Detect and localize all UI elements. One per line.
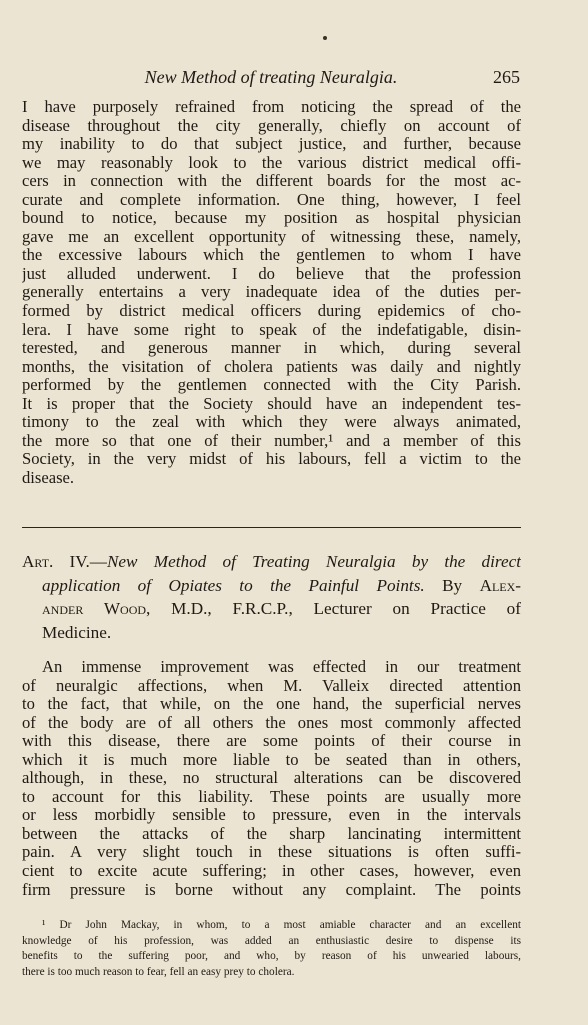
paragraph1-line: timony to the zeal with which they were always animated, [22, 413, 521, 432]
article-by: By [442, 575, 463, 595]
paragraph2-line: between the attacks of the sharp lancinating intermittent [22, 824, 521, 843]
paragraph-1 [22, 98, 521, 487]
paragraph1-line: cers in connection with the different boards for the most ac- [22, 172, 521, 191]
paragraph2-line: with this disease, there are some points of their course in [22, 732, 521, 751]
paragraph1-line: disease. [22, 468, 75, 487]
paragraph2-line: of the body are of all others the ones most commonly affected [22, 713, 521, 732]
running-head [22, 64, 520, 90]
paragraph2-line: although, in these, no structural alterations can be discovered [22, 769, 521, 788]
paragraph2-line: which it is much more liable to be seated than in others, [22, 750, 521, 769]
footnote [22, 918, 521, 980]
article-heading-line-1 [22, 550, 521, 574]
paragraph1-line: months, the visitation of cholera patients was daily and nightly [22, 357, 521, 376]
paragraph1-line: curate and complete information. One thing, however, I feel [22, 190, 521, 209]
paragraph2-line: An immense improvement was effected in our treatment [42, 658, 521, 676]
article-heading-line-2 [22, 574, 521, 598]
article-heading [22, 550, 521, 644]
paragraph2-line: of neuralgic affections, when M. Valleix directed attention [22, 676, 521, 695]
paragraph1-line: I have purposely refrained from noticing the spread of the [22, 98, 521, 116]
section-divider [22, 527, 521, 528]
author-credentials-end: Medicine. [42, 622, 112, 642]
paragraph1-line: It is proper that the Society should have an independent tes- [22, 394, 521, 413]
paragraph1-line: generally entertains a very inadequate idea of the duties per- [22, 283, 521, 302]
article-label: Art. IV.— [22, 552, 107, 571]
article-title-part-2: application of Opiates to the Painful Points. [42, 575, 425, 595]
paragraph1-line: terested, and generous manner in which, during several [22, 339, 521, 358]
paragraph1-line: the excessive labours which the gentlemen to whom I have [22, 246, 521, 265]
author-credentials: , M.D., F.R.C.P., Lecturer on Practice of [146, 599, 521, 618]
author-name-part-2: ander Wood [42, 599, 147, 618]
paragraph1-line: we may reasonably look to the various district medical offi- [22, 153, 521, 172]
paragraph2-line: pain. A very slight touch in these situations is often suffi- [22, 843, 521, 862]
paragraph2-line: to account for this liability. These points are usually more [22, 787, 521, 806]
footnote-line: benefits to the suffering poor, and who, by reason of his unwearied labours, [22, 950, 521, 963]
paragraph2-line: to the fact, that while, on the one hand, the superficial nerves [22, 695, 521, 714]
paragraph2-line: or less morbidly sensible to pressure, even in the intervals [22, 806, 521, 825]
paragraph1-line: gave me an excellent opportunity of witnessing these, namely, [22, 227, 521, 246]
footnote-line: there is too much reason to fear, fell an easy prey to cholera. [22, 965, 295, 978]
running-head-title: New Method of treating Neuralgia. [144, 67, 398, 87]
article-title-part-1: New Method of Treating Neuralgia by the direct [106, 552, 521, 571]
paragraph2-line: cient to excite acute suffering; in other cases, however, even [22, 862, 521, 881]
paragraph1-line: bound to notice, because my position as hospital physician [22, 209, 521, 228]
author-name-part-1: Alex- [479, 575, 521, 595]
footnote-line: knowledge of his profession, was added an enthusiastic desire to dispense its [22, 934, 521, 947]
page-number: 265 [493, 67, 520, 87]
paragraph1-line: just alluded underwent. I do believe that the profession [22, 264, 521, 283]
paragraph1-line: my inability to do that subject justice, and further, because [22, 135, 521, 154]
paragraph-2 [22, 658, 521, 899]
article-heading-line-4 [22, 621, 521, 645]
paragraph2-line: firm pressure is borne without any complaint. The points [22, 880, 521, 899]
paragraph1-line: disease throughout the city generally, chiefly on account of [22, 116, 521, 135]
paragraph1-line: performed by the gentlemen connected with the City Parish. [22, 376, 521, 395]
paragraph1-line: the more so that one of their number,¹ and a member of this [22, 431, 521, 450]
paragraph1-line: Society, in the very midst of his labours, fell a victim to the [22, 450, 521, 469]
page-mark [323, 36, 327, 40]
footnote-line: ¹ Dr John Mackay, in whom, to a most amiable character and an excellent [42, 919, 521, 931]
paragraph1-line: formed by district medical officers during epidemics of cho- [22, 302, 521, 321]
article-heading-line-3 [22, 597, 521, 621]
paragraph1-line: lera. I have some right to speak of the indefatigable, disin- [22, 320, 521, 339]
